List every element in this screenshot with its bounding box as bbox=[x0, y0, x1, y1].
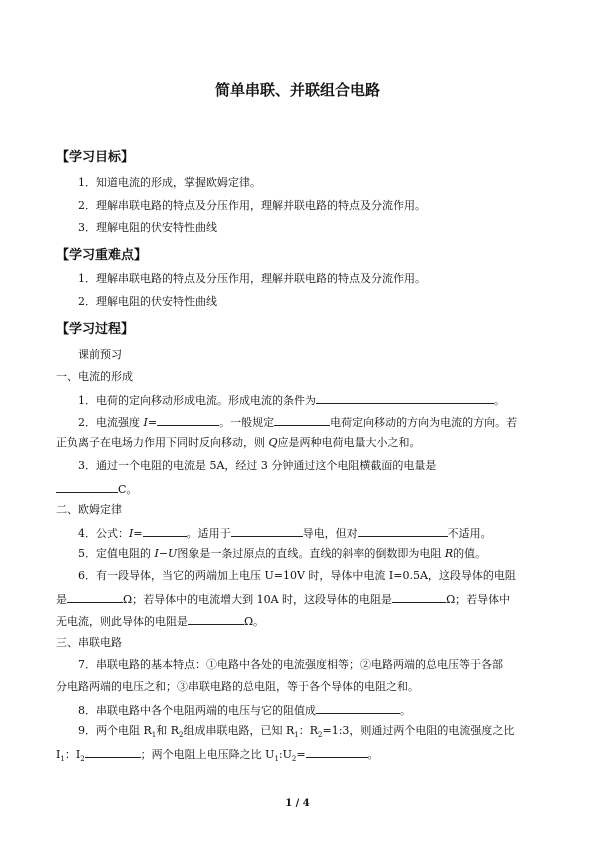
key-item: 2．理解电阻的伏安特性曲线 bbox=[78, 295, 217, 308]
answer-blank[interactable] bbox=[85, 746, 141, 758]
part3-heading: 三、串联电路 bbox=[56, 636, 122, 649]
preview-label: 课前预习 bbox=[78, 348, 122, 361]
question-3: 3．通过一个电阻的电流是 5A，经过 3 分钟通过这个电阻横截面的电量是 bbox=[78, 459, 437, 472]
question-6-cont: 是 Ω；若导体中的电流增大到 10A 时，这段导体的电阻是 Ω；若导体中 bbox=[56, 593, 511, 606]
question-1: 1．电荷的定向移动形成电流。形成电流的条件为 。 bbox=[78, 394, 505, 407]
answer-blank[interactable] bbox=[157, 414, 219, 426]
question-4: 4．公式：I= 。适用于 导电，但对 不适用。 bbox=[78, 527, 492, 540]
question-9-cont: $I_1$：$I_2$ ；两个电阻上电压降之比 $U_1:U_2=$ 。 bbox=[56, 748, 379, 764]
question-8: 8．串联电路中各个电阻两端的电压与它的阻值成 。 bbox=[78, 704, 411, 717]
question-6-cont2: 无电流，则此导体的电阻是 Ω。 bbox=[56, 615, 265, 628]
answer-blank[interactable] bbox=[231, 525, 303, 537]
answer-blank[interactable] bbox=[274, 414, 330, 426]
goal-item: 3．理解电阻的伏安特性曲线 bbox=[78, 221, 217, 234]
page-title: 简单串联、并联组合电路 bbox=[214, 81, 380, 99]
section-process-heading: 【学习过程】 bbox=[56, 322, 135, 337]
answer-blank[interactable] bbox=[316, 392, 494, 404]
question-7: 7．串联电路的基本特点：①电路中各处的电流强度相等；②电路两端的总电压等于各部 bbox=[78, 658, 503, 671]
section-goals-heading: 【学习目标】 bbox=[56, 150, 135, 165]
question-3-cont: C。 bbox=[56, 481, 137, 497]
answer-blank[interactable] bbox=[358, 525, 448, 537]
question-9: 9．两个电阻 $R_1$和 $R_2$组成串联电路，已知 $R_1$：$R_2=1:3$，则通过两个电阻的电流强度之比 bbox=[78, 724, 515, 740]
question-7-cont: 分电路两端的电压之和；③串联电路的总电阻，等于各个导体的电阻之和。 bbox=[56, 680, 419, 693]
answer-blank[interactable] bbox=[188, 613, 244, 625]
answer-blank[interactable] bbox=[56, 481, 118, 493]
question-6: 6．有一段导体，当它的两端加上电压 U=10V 时，导体中电流 I=0.5A，这段导体的电阻 bbox=[78, 569, 516, 582]
part1-heading: 一、电流的形成 bbox=[56, 370, 133, 383]
answer-blank[interactable] bbox=[392, 591, 446, 603]
goal-item: 1．知道电流的形成，掌握欧姆定律。 bbox=[78, 176, 261, 189]
key-item: 1．理解串联电路的特点及分压作用，理解并联电路的特点及分流作用。 bbox=[78, 272, 426, 285]
answer-blank[interactable] bbox=[316, 702, 400, 714]
section-key-heading: 【学习重难点】 bbox=[56, 248, 148, 263]
question-2: 2．电流强度 I= 。一般规定 电荷定向移动的方向为电流的方向。若 bbox=[78, 416, 518, 429]
answer-blank[interactable] bbox=[143, 525, 187, 537]
question-5: 5．定值电阻的 I−U图象是一条过原点的直线。直线的斜率的倒数即为电阻 R的值。 bbox=[78, 547, 487, 560]
answer-blank[interactable] bbox=[67, 591, 123, 603]
page-number: 1 / 4 bbox=[285, 798, 310, 809]
answer-blank[interactable] bbox=[306, 746, 368, 758]
goal-item: 2．理解串联电路的特点及分压作用，理解并联电路的特点及分流作用。 bbox=[78, 199, 426, 212]
question-2-cont: 正负离子在电场力作用下同时反向移动，则 Q应是两种电荷电量大小之和。 bbox=[56, 436, 421, 449]
part2-heading: 二、欧姆定律 bbox=[56, 503, 122, 516]
